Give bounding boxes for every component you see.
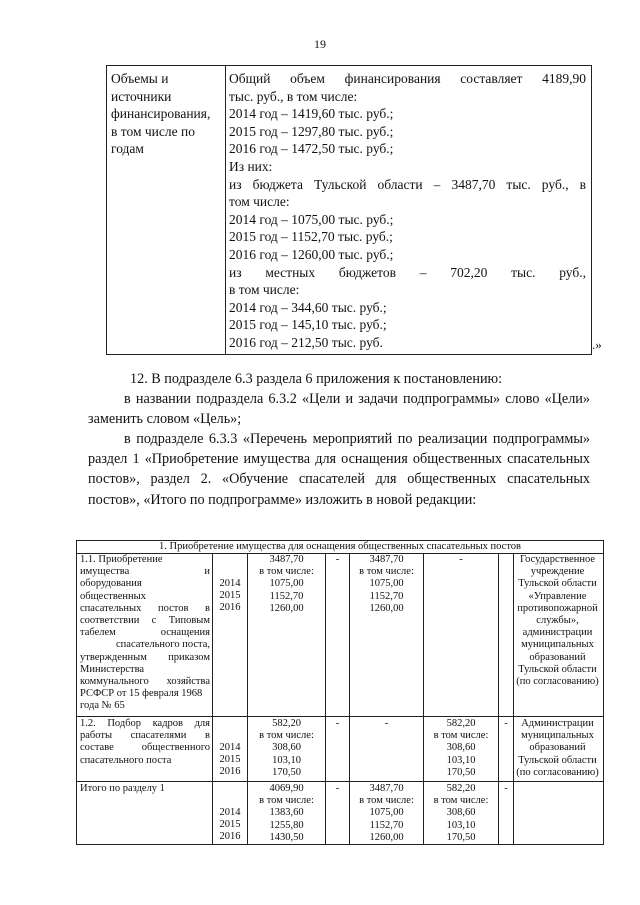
table-row-1-federal: - xyxy=(335,554,340,565)
table-divider xyxy=(225,66,226,354)
year: 2014 xyxy=(219,807,241,818)
table-row-3-regional xyxy=(350,783,423,844)
executor-line: Государственное xyxy=(519,554,596,565)
amount: 1260,00 xyxy=(369,831,404,843)
row-divider xyxy=(77,781,603,782)
name-line: спасательного поста, xyxy=(116,639,210,651)
financing-label-cell xyxy=(111,70,223,158)
value-line: 2016 год – 212,50 тыс. руб. xyxy=(229,334,383,350)
amount: 1152,70 xyxy=(269,590,304,602)
executor-line: Администрации xyxy=(521,718,594,729)
executor-line: администрации xyxy=(522,627,593,639)
executor-line: муниципальных xyxy=(521,730,594,742)
amount-caption: в том числе: xyxy=(359,566,414,578)
amount: 1383,60 xyxy=(269,807,304,819)
name-line: 1.1. Приобретение xyxy=(80,554,163,565)
year: 2014 xyxy=(219,578,241,589)
table-row-2-name xyxy=(80,718,210,767)
amount: 1430,50 xyxy=(269,831,304,843)
executor-line: противопожарной xyxy=(517,602,598,614)
amount: 1260,00 xyxy=(369,602,404,614)
amount-caption: в том числе: xyxy=(259,795,314,807)
value-line: Из них: xyxy=(229,158,273,174)
table-row-2-local xyxy=(424,718,498,779)
year: 2016 xyxy=(219,766,241,778)
name-line: имущества и xyxy=(80,566,210,578)
table-row-3-local xyxy=(424,783,498,844)
table-section-header: 1. Приобретение имущества для оснащения общественных спасательных постов xyxy=(77,541,603,554)
closing-quote: .» xyxy=(592,337,602,352)
table-row-2-years xyxy=(213,742,247,779)
value-line: из бюджета Тульской области – 3487,70 тыс. руб., в xyxy=(229,176,586,192)
executor-line: Тульской области xyxy=(518,663,597,675)
amount: 1075,00 xyxy=(369,807,404,819)
page-number: 19 xyxy=(314,37,326,51)
value-line: Общий объем финансирования составляет 4189,90 xyxy=(229,71,586,86)
amount: 1255,80 xyxy=(269,819,304,831)
year: 2016 xyxy=(219,602,241,614)
table-row-3-total xyxy=(248,783,325,844)
name-line: работы спасателями в xyxy=(80,730,210,742)
amount: 103,10 xyxy=(272,754,301,766)
value-line: 2014 год – 344,60 тыс. руб.; xyxy=(229,299,387,315)
table-row-2-total xyxy=(248,718,325,779)
table-row-2-executor xyxy=(514,718,601,779)
label-line: Объемы и xyxy=(111,71,169,86)
table-row-1-total xyxy=(248,554,325,615)
year: 2015 xyxy=(219,754,241,766)
table-row-3-years xyxy=(213,807,247,844)
amount-caption: в том числе: xyxy=(359,795,414,807)
table-row-2-federal: - xyxy=(335,718,340,729)
name-line: 1.2. Подбор кадров для xyxy=(80,718,210,729)
executor-line: (по согласованию) xyxy=(516,676,599,688)
amount: 170,50 xyxy=(272,766,301,778)
value-line: 2014 год – 1419,60 тыс. руб.; xyxy=(229,106,394,122)
amount: 308,60 xyxy=(446,742,476,754)
value-line: 2016 год – 1260,00 тыс. руб.; xyxy=(229,246,394,262)
row-divider xyxy=(77,716,603,717)
table-row-2-regional: - xyxy=(384,718,389,729)
name-line: РСФСР от 15 февраля 1968 xyxy=(80,688,203,700)
amount: 103,10 xyxy=(446,819,476,831)
value-line: 2014 год – 1075,00 тыс. руб.; xyxy=(229,211,394,227)
value-line: том числе: xyxy=(229,194,290,210)
value-line: из местных бюджетов – 702,20 тыс. руб., xyxy=(229,264,586,280)
amount-caption: в том числе: xyxy=(433,795,489,807)
column-divider xyxy=(498,553,499,844)
amount: 1075,00 xyxy=(269,578,304,590)
paragraph-text: в названии подраздела 6.3.2 «Цели и задачи подпрограммы» слово «Цели» заменить словом «Цель»; xyxy=(88,391,590,428)
amount-caption: в том числе: xyxy=(259,566,314,578)
executor-line: образований xyxy=(529,742,586,754)
executor-line: Тульской области xyxy=(518,578,597,590)
year: 2014 xyxy=(219,742,241,753)
table-row-1-executor xyxy=(514,554,601,688)
value-line: в том числе: xyxy=(229,282,300,298)
executor-line: образований xyxy=(529,651,586,663)
table-row-1-local: - xyxy=(459,554,463,565)
amount: 170,50 xyxy=(446,831,476,843)
paragraph-rename xyxy=(88,389,590,429)
financing-value-cell xyxy=(229,70,586,352)
amount: 308,60 xyxy=(272,742,301,754)
table-row-1-name xyxy=(80,554,210,713)
executor-line: муниципальных xyxy=(521,639,594,651)
amount: 4069,90 xyxy=(269,783,304,794)
paragraph-text: в подразделе 6.3.3 «Перечень мероприятий по реализации подпрограммы» раздел 1 «Приобретение имущества для оснащения общественных спасательных постов», раздел 2. «Обучение спасателей для общественных спасательных постов», «Итого по подпрограмме» изложить в новой редакции: xyxy=(88,431,590,508)
label-line: источники xyxy=(111,88,172,104)
year: 2015 xyxy=(219,590,241,602)
amount: 582,20 xyxy=(272,718,301,729)
amount: 1075,00 xyxy=(369,578,404,590)
paragraph-item-12 xyxy=(88,369,590,389)
value-line: 2015 год – 1152,70 тыс. руб.; xyxy=(229,229,393,245)
table-row-1-regional xyxy=(350,554,423,615)
value-line: тыс. руб., в том числе: xyxy=(229,88,358,104)
executor-line: учреждение xyxy=(530,566,585,578)
name-line: спасательного поста xyxy=(80,754,172,766)
amount-caption: в том числе: xyxy=(433,730,489,742)
name-line: составе общественного xyxy=(80,742,210,754)
table-row-3-federal: - xyxy=(335,783,340,794)
year: 2016 xyxy=(219,831,241,843)
amount: 1260,00 xyxy=(269,602,304,614)
executor-line: Тульской области xyxy=(518,754,597,766)
table-row-2-other: - xyxy=(504,718,508,729)
name-line: оборудования xyxy=(80,578,142,590)
amount: 308,60 xyxy=(446,807,476,819)
label-line: финансирования, xyxy=(111,106,211,122)
value-line: 2015 год – 145,10 тыс. руб.; xyxy=(229,317,387,333)
amount: 582,20 xyxy=(446,718,476,729)
value-line: 2015 год – 1297,80 тыс. руб.; xyxy=(229,123,394,139)
name-line: Итого по разделу 1 xyxy=(80,783,165,794)
amount: 103,10 xyxy=(446,754,476,766)
year: 2015 xyxy=(219,819,241,831)
table-row-3-name xyxy=(80,783,210,795)
amount: 3487,70 xyxy=(369,554,404,565)
executor-line: службы», xyxy=(536,615,579,627)
amount: 3487,70 xyxy=(269,554,304,565)
name-line: коммунального хозяйства xyxy=(80,676,210,688)
paragraph-subsection xyxy=(88,429,590,510)
amount: 170,50 xyxy=(446,766,476,778)
label-line: годам xyxy=(111,141,144,157)
table-row-3-other: - xyxy=(504,783,508,794)
executor-line: (по согласованию) xyxy=(516,766,599,778)
amount: 3487,70 xyxy=(369,783,404,794)
paragraph-text: 12. В подразделе 6.3 раздела 6 приложения к постановлению: xyxy=(130,371,503,387)
label-line: в том числе по xyxy=(111,123,195,139)
name-line: табелем оснащения xyxy=(80,627,210,639)
name-line: года № 65 xyxy=(80,700,125,712)
executor-line: «Управление xyxy=(528,590,587,602)
name-line: спасательных постов в xyxy=(80,602,210,614)
amount-caption: в том числе: xyxy=(259,730,314,742)
activities-table xyxy=(76,540,604,845)
name-line: утвержденным приказом xyxy=(80,651,210,663)
column-divider xyxy=(325,553,326,844)
amount: 582,20 xyxy=(446,783,476,794)
name-line: соответствии с Типовым xyxy=(80,615,210,627)
financing-table xyxy=(106,65,592,355)
name-line: Министерства xyxy=(80,663,145,675)
name-line: общественных xyxy=(80,590,146,602)
table-row-1-years xyxy=(213,578,247,615)
amount: 1152,70 xyxy=(369,819,404,831)
amount: 1152,70 xyxy=(369,590,404,602)
value-line: 2016 год – 1472,50 тыс. руб.; xyxy=(229,141,394,157)
